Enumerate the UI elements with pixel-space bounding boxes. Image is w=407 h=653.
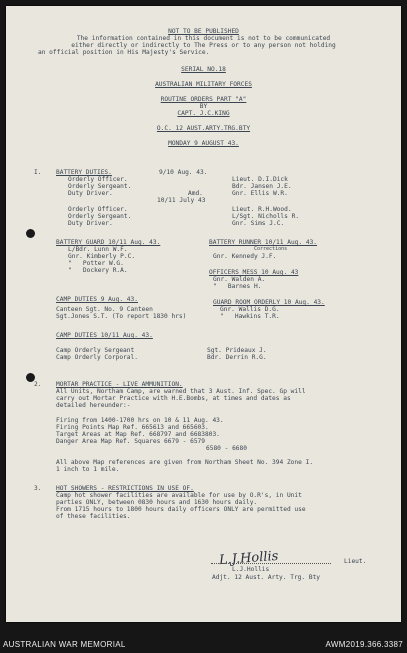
hot-showers-title: HOT SHOWERS - RESTRICTIONS IN USE OF. [56,485,194,492]
section-number: I. [34,169,42,176]
paragraph-line: carry out Mortar Practice with H.E.Bombs, at times and dates as [56,395,291,402]
handwritten-signature: L.J.Hollis [218,548,279,569]
paragraph-line: 1 inch to 1 mile. [56,466,120,473]
paragraph-line: Danger Area Map Ref. Squares 6679 - 6579 [56,438,206,445]
camp-duty-person: Sgt. Prideaux J. [207,347,267,354]
force-name: AUSTRALIAN MILITARY FORCES [155,81,252,88]
duty-person: Gnr. Sims J.C. [232,220,285,227]
paragraph-line: Firing Points Map Ref. 665613 and 665603. [56,424,209,431]
duty-person: Bdr. Jansen J.E. [232,183,292,190]
camp-duties-title: CAMP DUTIES 10/11 Aug. 43. [56,332,153,339]
warning-line-3: an official position in His Majesty's Service. [38,49,210,56]
footer-institution: AUSTRALIAN WAR MEMORIAL [3,640,126,649]
footer-accession-number: AWM2019.366.3387 [325,640,403,649]
duty-role: Orderly Sergeant. [68,213,132,220]
guard-member: " Potter W.G. [68,260,124,267]
author-name: CAPT. J.C.KING [177,110,230,117]
section-number: 2. [34,381,42,388]
duty-role: Orderly Officer. [68,176,128,183]
duty-role: Orderly Officer. [68,206,128,213]
guard-room-title: GUARD ROOM ORDERLY 10 Aug. 43. [213,299,325,306]
paragraph-line: parties ONLY, between 0830 hours and 1630 hours daily. [56,499,258,506]
duty-role: Orderly Sergeant. [68,183,132,190]
runner-amendment: Corrections [254,246,288,252]
duty-role: Duty Driver. [68,220,113,227]
duty-date: 10/11 July 43 [157,197,206,204]
camp-duty-line: Sgt.Jones S.T. (To report 1830 hrs) [56,313,187,320]
orders-title: ROUTINE ORDERS PART "A" [160,96,247,103]
paragraph-line: 6580 - 6680 [206,445,247,452]
warning-line-1: The information contained in this document is not to be communicated [76,35,331,42]
camp-duty-role: Camp Orderly Sergeant [56,347,135,354]
signatory-name: L.J.Hollis [232,566,270,573]
guard-member: Gnr. Kimberly P.C. [68,253,136,260]
paragraph-line: All above Map references are given from Northam Sheet No. 394 Zone I. [56,459,314,466]
paragraph-line: Firing from 1400-1700 hrs on 10 & 11 Aug. 43. [56,417,224,424]
paragraph-line: From 1715 hours to 1800 hours daily officers ONLY are permitted use [56,506,306,513]
unit-name: O.C. 12 AUST.ARTY.TRG.BTY [156,125,251,132]
guard-member: L/Bdr. Lunn W.F. [68,246,128,253]
paragraph-line: detailed hereunder:- [56,402,131,409]
duty-person: Lieut. R.H.Wood. [232,206,292,213]
signature-line [211,563,331,564]
order-date: MONDAY 9 AUGUST 43. [168,140,239,147]
camp-duties-title: CAMP DUTIES 9 Aug. 43. [56,296,138,303]
duty-role: Duty Driver. [68,190,113,197]
camp-duty-line: Canteen Sgt. No. 9 Canteen [56,306,153,313]
duty-date: 9/10 Aug. 43. [159,169,208,176]
paragraph-line: Camp hot shower facilities are available for use by O.R's, in Unit [56,492,302,499]
mess-member: " Barnes H. [213,283,262,290]
guard-member: " Dockery R.A. [68,267,128,274]
mortar-practice-title: MORTAR PRACTICE - LIVE AMMUNITION. [56,381,183,388]
guard-room-member: Gnr. Wallis D.G. [220,306,280,313]
paragraph-line: of these facilities. [56,513,131,520]
duty-person: Gnr. Ellis W.R. [232,190,288,197]
duty-person: L/Sgt. Nicholls R. [232,213,300,220]
paragraph-line: Target Areas at Map Ref. 668797 and 6683803. [56,431,220,438]
mess-member: Gnr. Walden A. [213,276,266,283]
runner-name: Gnr. Kennedy J.F. [213,253,277,260]
officers-mess-title: OFFICERS MESS 10 Aug. 43 [209,269,299,276]
section-number: 3. [34,485,42,492]
guard-room-member: " Hawkins T.R. [220,313,280,320]
amendment-note: Amd. [188,190,203,197]
warning-line-2: either directly or indirectly to The Press or to any person not holding [71,42,336,49]
battery-duties-title: BATTERY DUTIES. [56,169,112,176]
duty-person: Lieut. D.I.Dick [232,176,288,183]
signatory-title: Adjt. 12 Aust. Arty. Trg. Bty [212,574,321,581]
serial-number: SERIAL NO.18 [181,66,226,73]
punch-hole [26,229,35,238]
battery-runner-title: BATTERY RUNNER 10/11 Aug. 43. [209,239,318,246]
document-page [6,6,401,622]
restriction-heading: NOT TO BE PUBLISHED [168,28,239,35]
paragraph-line: All Units, Northam Camp, are warned that 3 Aust. Inf. Spec. Gp will [56,388,306,395]
signatory-rank: Lieut. [344,558,367,565]
by-line: BY [199,103,208,110]
camp-duty-role: Camp Orderly Corporal. [56,354,138,361]
battery-guard-title: BATTERY GUARD 10/11 Aug. 43. [56,239,161,246]
camp-duty-person: Bdr. Derrin R.G. [207,354,267,361]
